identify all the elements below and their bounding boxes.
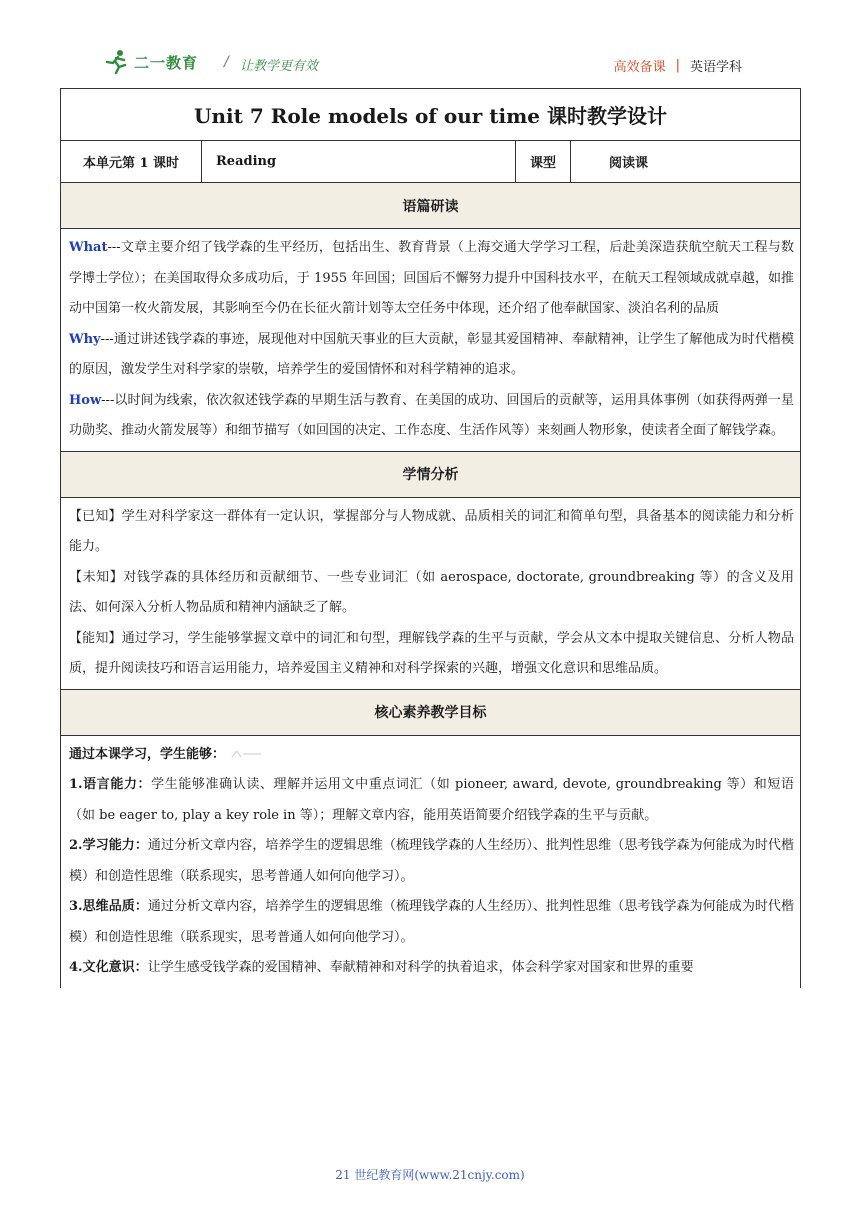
info-row bbox=[61, 141, 800, 183]
able-paragraph: 【能知】通过学习，学生能够掌握文章中的词汇和句型，理解钱学森的生平与贡献，学会从文本中提取关键信息、分析人物品质，提升阅读技巧和语言运用能力，培养爱国主义精神和对科学探索的兴趣，增强文化意识和思维品质。 bbox=[69, 630, 794, 676]
what-text: ---文章主要介绍了钱学森的生平经历，包括出生、教育背景（上海交通大学学习工程，后赴美深造获航空航天工程与数学博士学位）；在美国取得众多成功后，于 1955 年回国；回国后不懈努力提升中国科技水平，在航天工程领域成就卓越，如推动中国第一枚火箭发展，其影响至今仍在长征火箭计划等太空任务中体现，还介绍了他奉献国家、淡泊名利的品质 bbox=[69, 240, 794, 316]
how-text: ---以时间为线索，依次叙述钱学森的早期生活与教育、在美国的成功、回国后的贡献等，运用具体事例（如获得两弹一星功勋奖、推动火箭发展等）和细节描写（如回国的决定、工作态度、生活作风等）来刻画人物形象，使读者全面了解钱学森。 bbox=[69, 392, 794, 438]
objective-text: 通过分析文章内容，培养学生的逻辑思维（梳理钱学森的人生经历）、批判性思维（思考钱学森为何能成为时代楷模）和创造性思维（联系现实，思考普通人如何向他学习）。 bbox=[69, 838, 794, 884]
unknown-paragraph: 【未知】对钱学森的具体经历和贡献细节、一些专业词汇（如 aerospace, doctorate, groundbreaking 等）的含义及用法、如何深入分析人物品质和精神内涵缺乏了解。 bbox=[69, 569, 794, 615]
why-paragraph bbox=[69, 325, 794, 386]
tag-subject: 英语学科 bbox=[689, 60, 742, 75]
objective-item bbox=[69, 831, 794, 892]
logo-text: 二一教育 bbox=[134, 53, 199, 72]
lesson-topic: Reading bbox=[202, 141, 516, 182]
tag-efficient-prep: 高效备课 bbox=[613, 60, 666, 75]
objective-item bbox=[69, 892, 794, 953]
section-heading-text-study: 语篇研读 bbox=[61, 183, 800, 229]
runner-logo-icon bbox=[104, 49, 130, 75]
section-heading-objectives: 核心素养教学目标 bbox=[61, 690, 800, 736]
objective-label: 2.学习能力： bbox=[69, 838, 148, 853]
page-footer[interactable]: 21 世纪教育网(www.21cnjy.com) bbox=[335, 1168, 525, 1182]
why-label: Why bbox=[69, 331, 101, 347]
what-label: What bbox=[69, 240, 108, 255]
lesson-plan-table bbox=[60, 88, 801, 988]
lesson-number: 本单元第 1 课时 bbox=[61, 141, 202, 182]
header-tags bbox=[614, 56, 742, 75]
why-text: ---通过讲述钱学森的事迹，展现他对中国航天事业的巨大贡献，彰显其爱国精神、奉献精神，让学生了解他成为时代楷模的原因，激发学生对科学家的崇敬，培养学生的爱国情怀和对科学精神的追求。 bbox=[69, 331, 794, 377]
how-paragraph bbox=[69, 386, 794, 447]
objective-text: 通过分析文章内容，培养学生的逻辑思维（梳理钱学森的人生经历）、批判性思维（思考钱学森为何能成为时代楷模）和创造性思维（联系现实，思考普通人如何向他学习）。 bbox=[69, 899, 794, 945]
page-header bbox=[0, 0, 860, 88]
watermark-logo-icon bbox=[229, 747, 263, 761]
slogan-separator: / bbox=[224, 54, 229, 70]
section-body-learner-analysis bbox=[61, 498, 800, 690]
known-paragraph: 【已知】学生对科学家这一群体有一定认识，掌握部分与人物成就、品质相关的词汇和简单句型，具备基本的阅读能力和分析能力。 bbox=[69, 508, 794, 554]
section-body-objectives bbox=[61, 736, 800, 988]
objective-text: 学生能够准确认读、理解并运用文中重点词汇（如 pioneer, award, devote, groundbreaking 等）和短语（如 be eager to, play a key role in 等）；理解文章内容，能用英语简要介绍钱学森的生平与贡献。 bbox=[69, 777, 794, 823]
lesson-type-value: 阅读课 bbox=[609, 156, 649, 171]
objective-item bbox=[69, 770, 794, 831]
objective-label: 4.文化意识： bbox=[69, 960, 148, 975]
document-title: Unit 7 Role models of our time 课时教学设计 bbox=[61, 89, 800, 141]
slogan: 让教学更有效 bbox=[240, 59, 319, 74]
section-body-text-study bbox=[61, 229, 800, 452]
objectives-intro: 通过本课学习，学生能够： bbox=[69, 746, 226, 762]
how-label: How bbox=[69, 392, 102, 408]
objective-label: 3.思维品质： bbox=[69, 899, 148, 914]
objectives-intro-paragraph bbox=[69, 740, 794, 771]
brand-logo bbox=[104, 46, 198, 78]
what-paragraph bbox=[69, 233, 794, 325]
tag-divider: | bbox=[675, 58, 680, 73]
objective-text: 让学生感受钱学森的爱国精神、奉献精神和对科学的执着追求，体会科学家对国家和世界的重要 bbox=[147, 960, 694, 975]
section-heading-learner-analysis: 学情分析 bbox=[61, 452, 800, 498]
objective-item bbox=[69, 953, 794, 984]
objective-label: 1.语言能力： bbox=[69, 777, 152, 792]
lesson-type-label: 课型 bbox=[516, 141, 571, 182]
